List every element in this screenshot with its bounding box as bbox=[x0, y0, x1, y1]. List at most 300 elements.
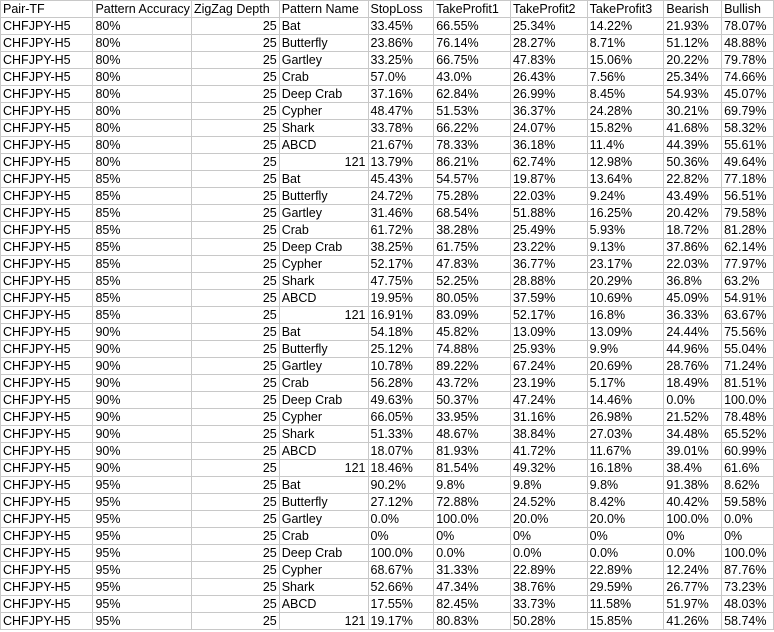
cell-takeprofit2[interactable]: 37.59% bbox=[510, 290, 587, 307]
cell-takeprofit3[interactable]: 15.82% bbox=[587, 120, 664, 137]
cell-zigzag-depth[interactable]: 25 bbox=[191, 613, 279, 630]
cell-takeprofit1[interactable]: 81.54% bbox=[434, 460, 511, 477]
cell-bullish[interactable]: 79.58% bbox=[722, 205, 774, 222]
cell-stoploss[interactable]: 13.79% bbox=[368, 154, 434, 171]
cell-takeprofit2[interactable]: 36.77% bbox=[510, 256, 587, 273]
cell-bearish[interactable]: 0.0% bbox=[664, 545, 722, 562]
cell-pair-tf[interactable]: CHFJPY-H5 bbox=[1, 154, 93, 171]
cell-bullish[interactable]: 69.79% bbox=[722, 103, 774, 120]
cell-stoploss[interactable]: 16.91% bbox=[368, 307, 434, 324]
cell-pair-tf[interactable]: CHFJPY-H5 bbox=[1, 562, 93, 579]
cell-stoploss[interactable]: 25.12% bbox=[368, 341, 434, 358]
cell-pair-tf[interactable]: CHFJPY-H5 bbox=[1, 171, 93, 188]
cell-pattern-name[interactable]: Deep Crab bbox=[279, 86, 368, 103]
cell-pair-tf[interactable]: CHFJPY-H5 bbox=[1, 409, 93, 426]
cell-takeprofit2[interactable]: 36.18% bbox=[510, 137, 587, 154]
header-cell-pair-tf[interactable]: Pair-TF bbox=[1, 1, 93, 18]
cell-zigzag-depth[interactable]: 25 bbox=[191, 494, 279, 511]
cell-bullish[interactable]: 0% bbox=[722, 528, 774, 545]
cell-takeprofit3[interactable]: 0.0% bbox=[587, 545, 664, 562]
cell-bearish[interactable]: 38.4% bbox=[664, 460, 722, 477]
cell-takeprofit3[interactable]: 15.06% bbox=[587, 52, 664, 69]
cell-takeprofit1[interactable]: 61.75% bbox=[434, 239, 511, 256]
cell-pattern-name[interactable]: Shark bbox=[279, 120, 368, 137]
cell-pattern-accuracy[interactable]: 90% bbox=[93, 324, 192, 341]
cell-pattern-accuracy[interactable]: 90% bbox=[93, 358, 192, 375]
cell-pattern-name[interactable]: Gartley bbox=[279, 52, 368, 69]
cell-stoploss[interactable]: 33.25% bbox=[368, 52, 434, 69]
cell-bearish[interactable]: 39.01% bbox=[664, 443, 722, 460]
cell-takeprofit1[interactable]: 66.75% bbox=[434, 52, 511, 69]
cell-zigzag-depth[interactable]: 25 bbox=[191, 120, 279, 137]
cell-pattern-accuracy[interactable]: 95% bbox=[93, 579, 192, 596]
cell-zigzag-depth[interactable]: 25 bbox=[191, 324, 279, 341]
cell-stoploss[interactable]: 24.72% bbox=[368, 188, 434, 205]
cell-pair-tf[interactable]: CHFJPY-H5 bbox=[1, 460, 93, 477]
cell-takeprofit1[interactable]: 66.22% bbox=[434, 120, 511, 137]
cell-takeprofit2[interactable]: 19.87% bbox=[510, 171, 587, 188]
cell-takeprofit3[interactable]: 24.28% bbox=[587, 103, 664, 120]
cell-pair-tf[interactable]: CHFJPY-H5 bbox=[1, 86, 93, 103]
header-cell-pattern-name[interactable]: Pattern Name bbox=[279, 1, 368, 18]
cell-takeprofit1[interactable]: 54.57% bbox=[434, 171, 511, 188]
cell-bullish[interactable]: 59.58% bbox=[722, 494, 774, 511]
cell-takeprofit1[interactable]: 47.34% bbox=[434, 579, 511, 596]
cell-takeprofit2[interactable]: 36.37% bbox=[510, 103, 587, 120]
cell-takeprofit1[interactable]: 51.53% bbox=[434, 103, 511, 120]
cell-bearish[interactable]: 28.76% bbox=[664, 358, 722, 375]
cell-bearish[interactable]: 44.39% bbox=[664, 137, 722, 154]
cell-zigzag-depth[interactable]: 25 bbox=[191, 392, 279, 409]
cell-takeprofit3[interactable]: 9.24% bbox=[587, 188, 664, 205]
cell-takeprofit3[interactable]: 29.59% bbox=[587, 579, 664, 596]
cell-bullish[interactable]: 58.32% bbox=[722, 120, 774, 137]
cell-pattern-name[interactable]: Shark bbox=[279, 273, 368, 290]
cell-takeprofit1[interactable]: 78.33% bbox=[434, 137, 511, 154]
cell-pair-tf[interactable]: CHFJPY-H5 bbox=[1, 545, 93, 562]
cell-pattern-name[interactable]: Gartley bbox=[279, 205, 368, 222]
cell-pattern-accuracy[interactable]: 85% bbox=[93, 256, 192, 273]
cell-takeprofit1[interactable]: 9.8% bbox=[434, 477, 511, 494]
cell-pattern-accuracy[interactable]: 85% bbox=[93, 171, 192, 188]
cell-takeprofit1[interactable]: 82.45% bbox=[434, 596, 511, 613]
cell-takeprofit1[interactable]: 0.0% bbox=[434, 545, 511, 562]
cell-pair-tf[interactable]: CHFJPY-H5 bbox=[1, 137, 93, 154]
cell-takeprofit1[interactable]: 33.95% bbox=[434, 409, 511, 426]
cell-takeprofit1[interactable]: 100.0% bbox=[434, 511, 511, 528]
cell-bullish[interactable]: 79.78% bbox=[722, 52, 774, 69]
cell-bearish[interactable]: 50.36% bbox=[664, 154, 722, 171]
cell-zigzag-depth[interactable]: 25 bbox=[191, 307, 279, 324]
cell-bearish[interactable]: 45.09% bbox=[664, 290, 722, 307]
cell-takeprofit2[interactable]: 13.09% bbox=[510, 324, 587, 341]
cell-bullish[interactable]: 55.04% bbox=[722, 341, 774, 358]
cell-stoploss[interactable]: 17.55% bbox=[368, 596, 434, 613]
cell-pattern-accuracy[interactable]: 85% bbox=[93, 307, 192, 324]
cell-pattern-accuracy[interactable]: 80% bbox=[93, 69, 192, 86]
cell-takeprofit3[interactable]: 15.85% bbox=[587, 613, 664, 630]
cell-bearish[interactable]: 36.33% bbox=[664, 307, 722, 324]
cell-takeprofit3[interactable]: 8.71% bbox=[587, 35, 664, 52]
cell-takeprofit3[interactable]: 11.4% bbox=[587, 137, 664, 154]
cell-bullish[interactable]: 56.51% bbox=[722, 188, 774, 205]
cell-bearish[interactable]: 54.93% bbox=[664, 86, 722, 103]
cell-takeprofit1[interactable]: 0% bbox=[434, 528, 511, 545]
cell-stoploss[interactable]: 19.17% bbox=[368, 613, 434, 630]
cell-takeprofit2[interactable]: 0% bbox=[510, 528, 587, 545]
cell-pattern-accuracy[interactable]: 85% bbox=[93, 273, 192, 290]
cell-zigzag-depth[interactable]: 25 bbox=[191, 596, 279, 613]
cell-bullish[interactable]: 78.07% bbox=[722, 18, 774, 35]
cell-stoploss[interactable]: 90.2% bbox=[368, 477, 434, 494]
cell-pattern-name[interactable]: 121 bbox=[279, 613, 368, 630]
cell-pattern-name[interactable]: Butterfly bbox=[279, 188, 368, 205]
cell-pair-tf[interactable]: CHFJPY-H5 bbox=[1, 579, 93, 596]
cell-takeprofit2[interactable]: 47.24% bbox=[510, 392, 587, 409]
cell-bearish[interactable]: 34.48% bbox=[664, 426, 722, 443]
cell-pattern-accuracy[interactable]: 80% bbox=[93, 137, 192, 154]
header-cell-zigzag-depth[interactable]: ZigZag Depth bbox=[191, 1, 279, 18]
cell-takeprofit2[interactable]: 41.72% bbox=[510, 443, 587, 460]
cell-zigzag-depth[interactable]: 25 bbox=[191, 443, 279, 460]
cell-pattern-accuracy[interactable]: 90% bbox=[93, 341, 192, 358]
cell-zigzag-depth[interactable]: 25 bbox=[191, 290, 279, 307]
cell-pattern-accuracy[interactable]: 80% bbox=[93, 86, 192, 103]
cell-takeprofit2[interactable]: 9.8% bbox=[510, 477, 587, 494]
cell-pattern-accuracy[interactable]: 95% bbox=[93, 545, 192, 562]
cell-takeprofit1[interactable]: 43.0% bbox=[434, 69, 511, 86]
cell-zigzag-depth[interactable]: 25 bbox=[191, 375, 279, 392]
cell-pattern-accuracy[interactable]: 80% bbox=[93, 18, 192, 35]
cell-takeprofit3[interactable]: 27.03% bbox=[587, 426, 664, 443]
cell-zigzag-depth[interactable]: 25 bbox=[191, 477, 279, 494]
cell-takeprofit2[interactable]: 0.0% bbox=[510, 545, 587, 562]
cell-pattern-accuracy[interactable]: 95% bbox=[93, 528, 192, 545]
cell-pair-tf[interactable]: CHFJPY-H5 bbox=[1, 222, 93, 239]
cell-takeprofit3[interactable]: 13.64% bbox=[587, 171, 664, 188]
cell-stoploss[interactable]: 18.46% bbox=[368, 460, 434, 477]
cell-zigzag-depth[interactable]: 25 bbox=[191, 562, 279, 579]
cell-pattern-name[interactable]: Cypher bbox=[279, 562, 368, 579]
cell-pair-tf[interactable]: CHFJPY-H5 bbox=[1, 477, 93, 494]
cell-takeprofit3[interactable]: 0% bbox=[587, 528, 664, 545]
cell-bearish[interactable]: 12.24% bbox=[664, 562, 722, 579]
cell-pair-tf[interactable]: CHFJPY-H5 bbox=[1, 69, 93, 86]
cell-zigzag-depth[interactable]: 25 bbox=[191, 341, 279, 358]
cell-takeprofit3[interactable]: 22.89% bbox=[587, 562, 664, 579]
cell-stoploss[interactable]: 54.18% bbox=[368, 324, 434, 341]
cell-pattern-accuracy[interactable]: 95% bbox=[93, 613, 192, 630]
cell-pair-tf[interactable]: CHFJPY-H5 bbox=[1, 494, 93, 511]
cell-zigzag-depth[interactable]: 25 bbox=[191, 86, 279, 103]
cell-bearish[interactable]: 25.34% bbox=[664, 69, 722, 86]
cell-pattern-name[interactable]: Bat bbox=[279, 324, 368, 341]
cell-pattern-accuracy[interactable]: 85% bbox=[93, 239, 192, 256]
cell-pattern-accuracy[interactable]: 85% bbox=[93, 205, 192, 222]
cell-bullish[interactable]: 58.74% bbox=[722, 613, 774, 630]
cell-takeprofit3[interactable]: 8.42% bbox=[587, 494, 664, 511]
cell-takeprofit2[interactable]: 28.27% bbox=[510, 35, 587, 52]
header-cell-bearish[interactable]: Bearish bbox=[664, 1, 722, 18]
cell-pattern-accuracy[interactable]: 85% bbox=[93, 222, 192, 239]
cell-takeprofit3[interactable]: 9.9% bbox=[587, 341, 664, 358]
cell-pattern-name[interactable]: Bat bbox=[279, 477, 368, 494]
cell-takeprofit1[interactable]: 76.14% bbox=[434, 35, 511, 52]
header-cell-bullish[interactable]: Bullish bbox=[722, 1, 774, 18]
cell-pattern-accuracy[interactable]: 95% bbox=[93, 596, 192, 613]
cell-bearish[interactable]: 21.52% bbox=[664, 409, 722, 426]
cell-pattern-name[interactable]: Crab bbox=[279, 222, 368, 239]
cell-bullish[interactable]: 49.64% bbox=[722, 154, 774, 171]
cell-bullish[interactable]: 87.76% bbox=[722, 562, 774, 579]
cell-pattern-name[interactable]: ABCD bbox=[279, 596, 368, 613]
cell-zigzag-depth[interactable]: 25 bbox=[191, 137, 279, 154]
cell-pair-tf[interactable]: CHFJPY-H5 bbox=[1, 511, 93, 528]
cell-stoploss[interactable]: 49.63% bbox=[368, 392, 434, 409]
cell-zigzag-depth[interactable]: 25 bbox=[191, 545, 279, 562]
cell-takeprofit2[interactable]: 67.24% bbox=[510, 358, 587, 375]
cell-bullish[interactable]: 81.51% bbox=[722, 375, 774, 392]
cell-takeprofit2[interactable]: 31.16% bbox=[510, 409, 587, 426]
cell-pattern-name[interactable]: Butterfly bbox=[279, 35, 368, 52]
cell-pattern-name[interactable]: Gartley bbox=[279, 511, 368, 528]
cell-takeprofit3[interactable]: 9.8% bbox=[587, 477, 664, 494]
cell-pattern-accuracy[interactable]: 90% bbox=[93, 392, 192, 409]
cell-takeprofit1[interactable]: 81.93% bbox=[434, 443, 511, 460]
cell-takeprofit1[interactable]: 31.33% bbox=[434, 562, 511, 579]
cell-pattern-name[interactable]: Deep Crab bbox=[279, 239, 368, 256]
cell-takeprofit1[interactable]: 80.83% bbox=[434, 613, 511, 630]
cell-takeprofit2[interactable]: 33.73% bbox=[510, 596, 587, 613]
cell-zigzag-depth[interactable]: 25 bbox=[191, 239, 279, 256]
cell-pattern-name[interactable]: Shark bbox=[279, 426, 368, 443]
cell-pair-tf[interactable]: CHFJPY-H5 bbox=[1, 307, 93, 324]
cell-takeprofit2[interactable]: 52.17% bbox=[510, 307, 587, 324]
cell-takeprofit1[interactable]: 68.54% bbox=[434, 205, 511, 222]
cell-takeprofit1[interactable]: 80.05% bbox=[434, 290, 511, 307]
cell-pattern-accuracy[interactable]: 80% bbox=[93, 103, 192, 120]
cell-stoploss[interactable]: 52.66% bbox=[368, 579, 434, 596]
cell-bullish[interactable]: 0.0% bbox=[722, 511, 774, 528]
cell-zigzag-depth[interactable]: 25 bbox=[191, 18, 279, 35]
cell-pattern-name[interactable]: Deep Crab bbox=[279, 545, 368, 562]
cell-bearish[interactable]: 0% bbox=[664, 528, 722, 545]
cell-bullish[interactable]: 48.88% bbox=[722, 35, 774, 52]
cell-takeprofit2[interactable]: 38.76% bbox=[510, 579, 587, 596]
header-cell-pattern-accuracy[interactable]: Pattern Accuracy bbox=[93, 1, 192, 18]
cell-bullish[interactable]: 81.28% bbox=[722, 222, 774, 239]
cell-zigzag-depth[interactable]: 25 bbox=[191, 52, 279, 69]
cell-zigzag-depth[interactable]: 25 bbox=[191, 256, 279, 273]
cell-bearish[interactable]: 22.03% bbox=[664, 256, 722, 273]
cell-bearish[interactable]: 20.22% bbox=[664, 52, 722, 69]
cell-takeprofit2[interactable]: 24.07% bbox=[510, 120, 587, 137]
cell-pattern-accuracy[interactable]: 80% bbox=[93, 35, 192, 52]
cell-stoploss[interactable]: 61.72% bbox=[368, 222, 434, 239]
cell-bearish[interactable]: 40.42% bbox=[664, 494, 722, 511]
cell-takeprofit3[interactable]: 10.69% bbox=[587, 290, 664, 307]
cell-pair-tf[interactable]: CHFJPY-H5 bbox=[1, 426, 93, 443]
cell-pair-tf[interactable]: CHFJPY-H5 bbox=[1, 528, 93, 545]
cell-pair-tf[interactable]: CHFJPY-H5 bbox=[1, 375, 93, 392]
cell-pair-tf[interactable]: CHFJPY-H5 bbox=[1, 596, 93, 613]
cell-takeprofit3[interactable]: 8.45% bbox=[587, 86, 664, 103]
cell-pair-tf[interactable]: CHFJPY-H5 bbox=[1, 35, 93, 52]
cell-bearish[interactable]: 18.49% bbox=[664, 375, 722, 392]
cell-bullish[interactable]: 63.67% bbox=[722, 307, 774, 324]
cell-takeprofit1[interactable]: 89.22% bbox=[434, 358, 511, 375]
cell-takeprofit2[interactable]: 22.89% bbox=[510, 562, 587, 579]
cell-zigzag-depth[interactable]: 25 bbox=[191, 528, 279, 545]
cell-takeprofit1[interactable]: 48.67% bbox=[434, 426, 511, 443]
cell-takeprofit2[interactable]: 24.52% bbox=[510, 494, 587, 511]
cell-pattern-name[interactable]: 121 bbox=[279, 154, 368, 171]
cell-takeprofit2[interactable]: 22.03% bbox=[510, 188, 587, 205]
cell-zigzag-depth[interactable]: 25 bbox=[191, 579, 279, 596]
cell-bullish[interactable]: 100.0% bbox=[722, 392, 774, 409]
cell-bullish[interactable]: 78.48% bbox=[722, 409, 774, 426]
cell-bullish[interactable]: 54.91% bbox=[722, 290, 774, 307]
cell-pair-tf[interactable]: CHFJPY-H5 bbox=[1, 358, 93, 375]
cell-bearish[interactable]: 41.68% bbox=[664, 120, 722, 137]
cell-stoploss[interactable]: 10.78% bbox=[368, 358, 434, 375]
cell-pattern-name[interactable]: Crab bbox=[279, 528, 368, 545]
cell-bearish[interactable]: 26.77% bbox=[664, 579, 722, 596]
cell-takeprofit3[interactable]: 16.8% bbox=[587, 307, 664, 324]
cell-bearish[interactable]: 0.0% bbox=[664, 392, 722, 409]
cell-stoploss[interactable]: 48.47% bbox=[368, 103, 434, 120]
cell-pattern-name[interactable]: Cypher bbox=[279, 409, 368, 426]
cell-pattern-name[interactable]: Cypher bbox=[279, 256, 368, 273]
cell-bearish[interactable]: 24.44% bbox=[664, 324, 722, 341]
cell-bearish[interactable]: 44.96% bbox=[664, 341, 722, 358]
cell-stoploss[interactable]: 33.45% bbox=[368, 18, 434, 35]
cell-bullish[interactable]: 60.99% bbox=[722, 443, 774, 460]
cell-zigzag-depth[interactable]: 25 bbox=[191, 358, 279, 375]
cell-bearish[interactable]: 43.49% bbox=[664, 188, 722, 205]
cell-takeprofit3[interactable]: 20.69% bbox=[587, 358, 664, 375]
cell-takeprofit1[interactable]: 66.55% bbox=[434, 18, 511, 35]
cell-pattern-name[interactable]: ABCD bbox=[279, 443, 368, 460]
cell-bullish[interactable]: 100.0% bbox=[722, 545, 774, 562]
cell-pattern-name[interactable]: Shark bbox=[279, 579, 368, 596]
cell-stoploss[interactable]: 33.78% bbox=[368, 120, 434, 137]
cell-takeprofit1[interactable]: 72.88% bbox=[434, 494, 511, 511]
cell-pattern-name[interactable]: ABCD bbox=[279, 137, 368, 154]
cell-pattern-accuracy[interactable]: 90% bbox=[93, 426, 192, 443]
cell-takeprofit2[interactable]: 49.32% bbox=[510, 460, 587, 477]
cell-pattern-accuracy[interactable]: 95% bbox=[93, 511, 192, 528]
cell-takeprofit1[interactable]: 52.25% bbox=[434, 273, 511, 290]
cell-pattern-name[interactable]: Deep Crab bbox=[279, 392, 368, 409]
cell-takeprofit3[interactable]: 20.0% bbox=[587, 511, 664, 528]
cell-stoploss[interactable]: 66.05% bbox=[368, 409, 434, 426]
cell-bearish[interactable]: 100.0% bbox=[664, 511, 722, 528]
cell-takeprofit1[interactable]: 74.88% bbox=[434, 341, 511, 358]
cell-bullish[interactable]: 61.6% bbox=[722, 460, 774, 477]
cell-takeprofit2[interactable]: 38.84% bbox=[510, 426, 587, 443]
cell-stoploss[interactable]: 0.0% bbox=[368, 511, 434, 528]
cell-takeprofit2[interactable]: 51.88% bbox=[510, 205, 587, 222]
cell-bearish[interactable]: 41.26% bbox=[664, 613, 722, 630]
cell-zigzag-depth[interactable]: 25 bbox=[191, 460, 279, 477]
cell-zigzag-depth[interactable]: 25 bbox=[191, 273, 279, 290]
cell-pattern-accuracy[interactable]: 90% bbox=[93, 409, 192, 426]
cell-takeprofit2[interactable]: 28.88% bbox=[510, 273, 587, 290]
cell-takeprofit2[interactable]: 23.22% bbox=[510, 239, 587, 256]
cell-takeprofit1[interactable]: 62.84% bbox=[434, 86, 511, 103]
cell-stoploss[interactable]: 51.33% bbox=[368, 426, 434, 443]
cell-takeprofit3[interactable]: 26.98% bbox=[587, 409, 664, 426]
cell-zigzag-depth[interactable]: 25 bbox=[191, 222, 279, 239]
cell-pair-tf[interactable]: CHFJPY-H5 bbox=[1, 273, 93, 290]
cell-bullish[interactable]: 62.14% bbox=[722, 239, 774, 256]
cell-takeprofit1[interactable]: 86.21% bbox=[434, 154, 511, 171]
cell-zigzag-depth[interactable]: 25 bbox=[191, 35, 279, 52]
cell-zigzag-depth[interactable]: 25 bbox=[191, 426, 279, 443]
cell-pair-tf[interactable]: CHFJPY-H5 bbox=[1, 256, 93, 273]
cell-pattern-accuracy[interactable]: 95% bbox=[93, 494, 192, 511]
cell-stoploss[interactable]: 0% bbox=[368, 528, 434, 545]
cell-pattern-name[interactable]: Bat bbox=[279, 18, 368, 35]
cell-takeprofit1[interactable]: 38.28% bbox=[434, 222, 511, 239]
cell-pair-tf[interactable]: CHFJPY-H5 bbox=[1, 239, 93, 256]
cell-zigzag-depth[interactable]: 25 bbox=[191, 69, 279, 86]
cell-takeprofit2[interactable]: 50.28% bbox=[510, 613, 587, 630]
cell-bearish[interactable]: 20.42% bbox=[664, 205, 722, 222]
cell-bullish[interactable]: 48.03% bbox=[722, 596, 774, 613]
cell-pattern-accuracy[interactable]: 95% bbox=[93, 477, 192, 494]
cell-pattern-accuracy[interactable]: 90% bbox=[93, 375, 192, 392]
cell-pattern-accuracy[interactable]: 95% bbox=[93, 562, 192, 579]
cell-takeprofit3[interactable]: 13.09% bbox=[587, 324, 664, 341]
cell-bearish[interactable]: 30.21% bbox=[664, 103, 722, 120]
cell-pair-tf[interactable]: CHFJPY-H5 bbox=[1, 443, 93, 460]
cell-takeprofit3[interactable]: 14.22% bbox=[587, 18, 664, 35]
cell-pair-tf[interactable]: CHFJPY-H5 bbox=[1, 103, 93, 120]
cell-stoploss[interactable]: 27.12% bbox=[368, 494, 434, 511]
header-cell-stoploss[interactable]: StopLoss bbox=[368, 1, 434, 18]
cell-zigzag-depth[interactable]: 25 bbox=[191, 188, 279, 205]
cell-takeprofit3[interactable]: 11.58% bbox=[587, 596, 664, 613]
cell-pair-tf[interactable]: CHFJPY-H5 bbox=[1, 613, 93, 630]
cell-bullish[interactable]: 55.61% bbox=[722, 137, 774, 154]
cell-stoploss[interactable]: 45.43% bbox=[368, 171, 434, 188]
cell-takeprofit2[interactable]: 25.49% bbox=[510, 222, 587, 239]
cell-bullish[interactable]: 73.23% bbox=[722, 579, 774, 596]
cell-bullish[interactable]: 77.97% bbox=[722, 256, 774, 273]
cell-pattern-name[interactable]: Crab bbox=[279, 375, 368, 392]
cell-takeprofit2[interactable]: 26.99% bbox=[510, 86, 587, 103]
cell-pair-tf[interactable]: CHFJPY-H5 bbox=[1, 324, 93, 341]
cell-bullish[interactable]: 63.2% bbox=[722, 273, 774, 290]
cell-pair-tf[interactable]: CHFJPY-H5 bbox=[1, 120, 93, 137]
cell-zigzag-depth[interactable]: 25 bbox=[191, 409, 279, 426]
cell-takeprofit2[interactable]: 62.74% bbox=[510, 154, 587, 171]
cell-takeprofit3[interactable]: 23.17% bbox=[587, 256, 664, 273]
cell-pattern-name[interactable]: Gartley bbox=[279, 358, 368, 375]
cell-takeprofit2[interactable]: 25.34% bbox=[510, 18, 587, 35]
cell-stoploss[interactable]: 56.28% bbox=[368, 375, 434, 392]
cell-pair-tf[interactable]: CHFJPY-H5 bbox=[1, 52, 93, 69]
cell-pattern-name[interactable]: Butterfly bbox=[279, 341, 368, 358]
header-cell-takeprofit1[interactable]: TakeProfit1 bbox=[434, 1, 511, 18]
cell-pair-tf[interactable]: CHFJPY-H5 bbox=[1, 290, 93, 307]
cell-stoploss[interactable]: 100.0% bbox=[368, 545, 434, 562]
cell-pattern-name[interactable]: ABCD bbox=[279, 290, 368, 307]
cell-takeprofit3[interactable]: 5.17% bbox=[587, 375, 664, 392]
cell-pattern-name[interactable]: Bat bbox=[279, 171, 368, 188]
